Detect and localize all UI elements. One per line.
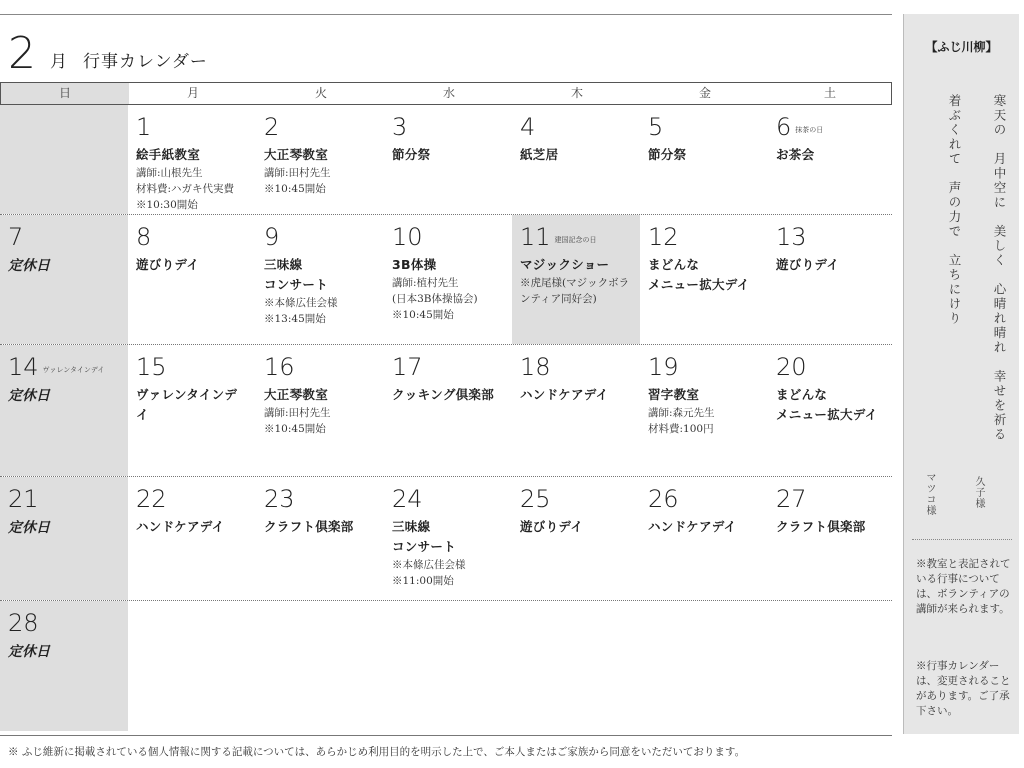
event-title: ハンドケアデイ (520, 387, 609, 402)
day-number: 17 (392, 353, 423, 381)
calendar-day-cell (768, 215, 892, 344)
calendar-day-cell (128, 105, 256, 214)
event-calendar (0, 82, 892, 731)
month-unit: 月 (50, 52, 67, 72)
calendar-day-cell (128, 601, 256, 731)
day-number: 26 (648, 485, 679, 513)
event-note: ※本條広佳会様 (392, 559, 466, 571)
month-number: 2 (8, 28, 36, 79)
weekday-label: 水 (442, 86, 455, 100)
calendar-day-cell (512, 477, 640, 600)
calendar-day-cell (256, 477, 384, 600)
top-rule (0, 14, 892, 15)
event-title: 三味線 コンサート (392, 519, 457, 554)
calendar-day-cell (0, 601, 128, 731)
weekday-label: 火 (314, 86, 327, 100)
event-title: 遊びりデイ (520, 519, 584, 534)
calendar-title: 行事カレンダー (83, 52, 208, 72)
event-title: ハンドケアデイ (648, 519, 737, 534)
calendar-day-cell (128, 215, 256, 344)
event-note: 材料費:ハガキ代実費 (136, 183, 235, 195)
day-number: 14 (8, 353, 39, 381)
day-number: 6 (776, 113, 792, 141)
event-title: クッキング倶楽部 (392, 387, 495, 402)
event-note: 講師:森元先生 (648, 407, 715, 419)
senryu-author-1: 久子様 (973, 476, 984, 509)
senryu-title: 【ふじ川柳】 (925, 40, 998, 54)
calendar-day-cell (768, 345, 892, 476)
event-note: ※10:45開始 (264, 183, 326, 195)
calendar-day-cell (512, 345, 640, 476)
day-number: 19 (648, 353, 679, 381)
day-number: 23 (264, 485, 295, 513)
calendar-day-cell (256, 601, 384, 731)
event-note: ※10:30開始 (136, 199, 198, 211)
event-note: ※13:45開始 (264, 313, 326, 325)
day-number: 22 (136, 485, 167, 513)
calendar-day-cell (640, 477, 768, 600)
calendar-week-row (0, 477, 892, 601)
day-number: 10 (392, 223, 423, 251)
calendar-day-cell (640, 345, 768, 476)
calendar-day-cell (128, 345, 256, 476)
sidebar-note-volunteer: ※教室と表記されている行事については、ボランティアの講師が来られます。 (916, 558, 1011, 615)
event-note: 講師:田村先生 (264, 167, 331, 179)
event-title: 絵手紙教室 (136, 147, 201, 162)
calendar-day-cell (768, 601, 892, 731)
calendar-day-cell (256, 215, 384, 344)
calendar-day-cell (512, 601, 640, 731)
event-title: まどんな メニュー拡大デイ (776, 387, 878, 422)
calendar-day-cell (512, 105, 640, 214)
day-number: 21 (8, 485, 39, 513)
day-number: 15 (136, 353, 167, 381)
event-title: お茶会 (776, 147, 815, 162)
sidebar-note-changes: ※行事カレンダーは、変更されることがあります。ご了承下さい。 (916, 660, 1011, 717)
weekday-label: 土 (823, 86, 836, 100)
calendar-day-cell (384, 105, 512, 214)
event-note: 講師:田村先生 (264, 407, 331, 419)
calendar-day-cell (768, 105, 892, 214)
weekday-header (0, 82, 892, 105)
calendar-day-cell (640, 601, 768, 731)
page-title (8, 26, 208, 79)
day-number: 25 (520, 485, 551, 513)
closed-day-label: 定休日 (8, 388, 50, 404)
calendar-weeks (0, 105, 892, 731)
day-number: 24 (392, 485, 423, 513)
event-note: ※虎尾様(マジックボラ (520, 277, 630, 289)
day-number: 2 (264, 113, 280, 141)
event-note: 講師:山根先生 (136, 167, 203, 179)
holiday-label: ヴァレンタインデイ (42, 366, 105, 374)
calendar-day-cell (768, 477, 892, 600)
senryu-sidebar (903, 14, 1019, 734)
senryu-poem-2: 着ぶくれて 声の力で 立ちにけり (947, 94, 962, 326)
event-title: 節分祭 (392, 147, 431, 162)
calendar-week-row (0, 345, 892, 477)
day-number: 16 (264, 353, 295, 381)
calendar-day-cell (0, 345, 128, 476)
event-title: 大正琴教室 (264, 387, 329, 402)
day-number: 7 (8, 223, 24, 251)
event-title: クラフト倶楽部 (264, 519, 354, 534)
senryu-poem-1: 寒天の 月中空に 美しく 心晴れ晴れ 幸せを祈る (992, 94, 1007, 442)
holiday-label: 建国記念の日 (554, 236, 597, 244)
event-title: 習字教室 (648, 387, 700, 402)
calendar-day-cell (256, 345, 384, 476)
event-title: 遊びりデイ (136, 257, 200, 272)
weekday-label: 月 (186, 86, 199, 100)
event-title: 紙芝居 (520, 147, 559, 162)
calendar-day-cell (128, 477, 256, 600)
day-number: 1 (136, 113, 152, 141)
calendar-day-cell (384, 601, 512, 731)
sidebar-divider (912, 539, 1012, 540)
calendar-week-row (0, 215, 892, 345)
weekday-label: 木 (570, 86, 583, 100)
event-note: ※10:45開始 (392, 309, 454, 321)
weekday-label: 金 (698, 86, 711, 100)
calendar-day-cell (384, 477, 512, 600)
calendar-day-cell (640, 215, 768, 344)
day-number: 3 (392, 113, 408, 141)
event-title: マジックショー (520, 257, 610, 272)
closed-day-label: 定休日 (8, 644, 50, 660)
event-title: 遊びりデイ (776, 257, 840, 272)
day-number: 27 (776, 485, 807, 513)
day-number: 28 (8, 609, 39, 637)
day-number: 20 (776, 353, 807, 381)
event-title: 三味線 コンサート (264, 257, 329, 292)
event-note: ※11:00開始 (392, 575, 454, 587)
day-number: 8 (136, 223, 152, 251)
day-number: 12 (648, 223, 679, 251)
day-number: 18 (520, 353, 551, 381)
event-title: まどんな メニュー拡大デイ (648, 257, 750, 292)
calendar-day-cell (384, 345, 512, 476)
event-note: ンティア同好会) (520, 293, 597, 305)
calendar-week-row (0, 601, 892, 731)
day-number: 11 (520, 223, 551, 251)
privacy-footnote: ※ ふじ維新に掲載されている個人情報に関する記載については、あらかじめ利用目的を明示した上で、ご本人またはご家族から同意をいただいております。 (8, 746, 746, 758)
day-number: 5 (648, 113, 664, 141)
calendar-day-cell (0, 105, 128, 214)
calendar-day-cell (0, 215, 128, 344)
calendar-day-cell (640, 105, 768, 214)
senryu-author-2: マツコ様 (924, 472, 935, 516)
calendar-day-cell (256, 105, 384, 214)
event-note: 講師:植村先生 (392, 277, 459, 289)
closed-day-label: 定休日 (8, 520, 50, 536)
day-number: 9 (264, 223, 280, 251)
calendar-week-row (0, 105, 892, 215)
closed-day-label: 定休日 (8, 258, 50, 274)
event-title: 大正琴教室 (264, 147, 329, 162)
event-title: 節分祭 (648, 147, 687, 162)
event-title: ハンドケアデイ (136, 519, 225, 534)
calendar-day-cell (512, 215, 640, 344)
day-number: 13 (776, 223, 807, 251)
bottom-rule (0, 735, 892, 736)
event-title: クラフト倶楽部 (776, 519, 866, 534)
holiday-label: 抹茶の日 (795, 126, 824, 134)
event-note: ※10:45開始 (264, 423, 326, 435)
day-number: 4 (520, 113, 536, 141)
event-note: ※本條広佳会様 (264, 297, 338, 309)
weekday-label: 日 (1, 83, 129, 104)
event-title: 3B体操 (392, 257, 437, 272)
event-title: ヴァレンタインデイ (136, 387, 238, 422)
event-note: (日本3B体操協会) (392, 293, 478, 305)
event-note: 材料費:100円 (648, 423, 714, 435)
calendar-day-cell (0, 477, 128, 600)
calendar-day-cell (384, 215, 512, 344)
